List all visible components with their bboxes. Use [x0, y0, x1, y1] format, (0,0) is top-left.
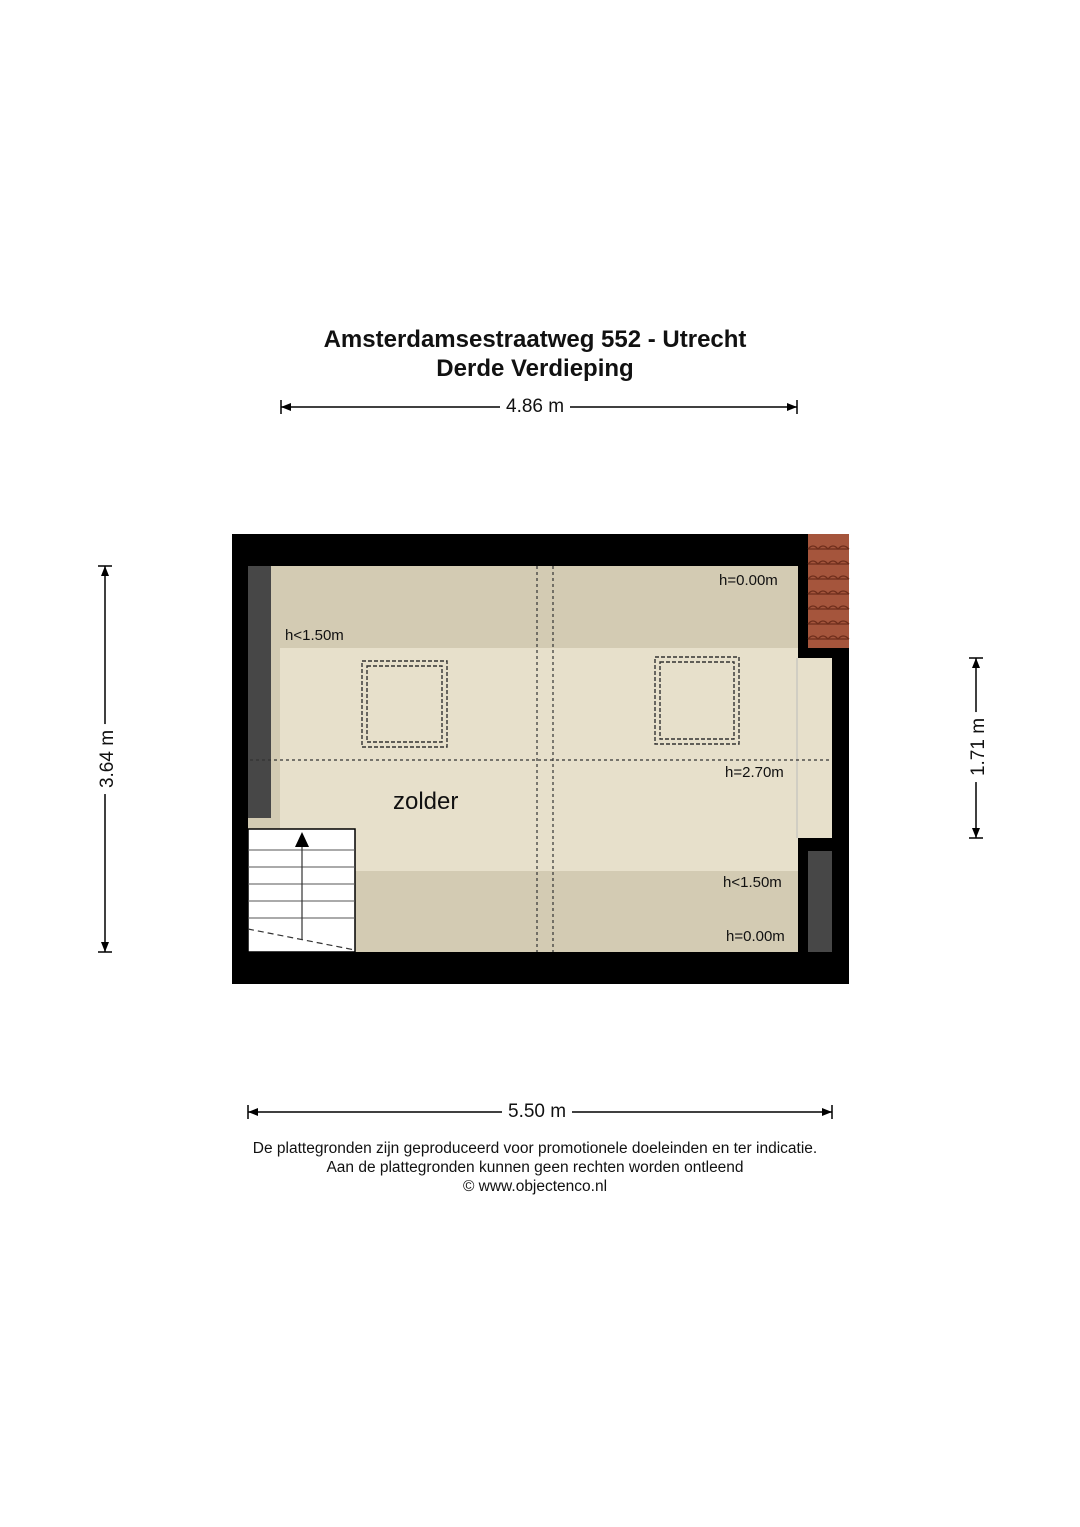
footer-line-2: Aan de plattegronden kunnen geen rechten worden ontleend: [326, 1159, 744, 1176]
footer-copyright: © www.objectenco.nl: [462, 1178, 608, 1195]
floor-title: Derde Verdieping: [436, 355, 634, 382]
height-label-top-right: h=0.00m: [719, 572, 778, 589]
storage-left: [248, 566, 271, 818]
room-label: zolder: [393, 788, 459, 815]
bottom-dimension-label: 5.50 m: [502, 1101, 572, 1123]
dormer-floor: [797, 658, 832, 838]
top-dimension-label: 4.86 m: [500, 396, 570, 418]
footer-line-1: De plattegronden zijn geproduceerd voor promotionele doeleinden en ter indicatie.: [252, 1140, 818, 1157]
left-dimension-label: 3.64 m: [97, 724, 119, 794]
height-label-top-left: h<1.50m: [285, 627, 344, 644]
height-label-bottom-mid: h<1.50m: [723, 874, 782, 891]
right-dimension-label: 1.71 m: [968, 712, 990, 782]
roof-tiles: [808, 534, 849, 648]
height-label-middle-right: h=2.70m: [725, 764, 784, 781]
stairs: [248, 829, 355, 952]
storage-right: [808, 851, 832, 952]
height-label-bottom-right: h=0.00m: [726, 928, 785, 945]
address-title: Amsterdamsestraatweg 552 - Utrecht: [323, 326, 747, 353]
